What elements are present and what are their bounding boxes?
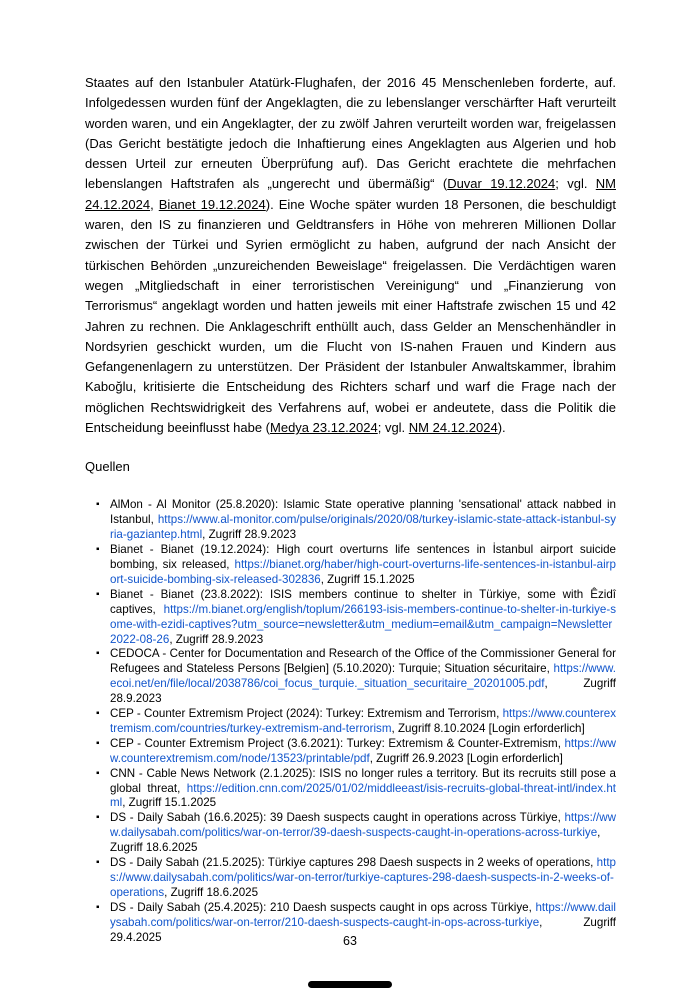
text-run: DS - Daily Sabah (21.5.2025): Türkiye captures 298 Daesh suspects in 2 weeks of operations, xyxy=(110,856,597,870)
gesture-bar xyxy=(308,981,392,988)
source-url-link[interactable]: https://www.ecoi.net/en/file/local/2038786/coi_focus_turquie._situation_securitaire_20201005.pdf xyxy=(110,662,616,691)
text-run: CEP - Counter Extremism Project (3.6.2021): Turkey: Extremism & Counter-Extremism, xyxy=(110,736,565,750)
text-run: ; vgl. xyxy=(377,420,409,436)
source-url-link[interactable]: https://www.dailysabah.com/politics/war-on-terror/39-daesh-suspects-caught-in-operations-across-turkiye xyxy=(110,811,616,840)
text-run: , Zugriff 28.9.2023 xyxy=(202,528,297,542)
text-run: , xyxy=(150,196,159,212)
source-item xyxy=(85,498,616,543)
source-url-link[interactable]: https://www.counterextremism.com/countries/turkey-extremism-and-terrorism xyxy=(110,707,616,735)
source-item xyxy=(85,707,616,737)
source-text xyxy=(110,811,616,854)
source-text xyxy=(110,737,616,765)
text-run: , Zugriff 28.9.2023 xyxy=(169,632,264,646)
source-item xyxy=(85,588,616,648)
source-text xyxy=(110,588,616,646)
citation-link[interactable]: Duvar 19.12.2024 xyxy=(447,176,556,192)
text-run: , Zugriff 26.9.2023 [Login erforderlich] xyxy=(369,751,563,765)
bullet-square-icon: ▪ xyxy=(96,901,100,913)
source-url-link[interactable]: https://www.dailysabah.com/politics/war-on-terror/turkiye-captures-298-daesh-suspects-in-2-weeks-of-operations xyxy=(110,856,616,899)
text-run: , Zugriff 15.1.2025 xyxy=(320,572,415,586)
source-item xyxy=(85,856,616,901)
source-url-link[interactable]: https://m.bianet.org/english/toplum/266193-isis-members-continue-to-shelter-in-turkiye-some-with-ezidi-captives?utm_source=newsletter&utm_medium=email&utm_campaign=Newsletter 2022-08-26 xyxy=(110,602,616,646)
source-item xyxy=(85,737,616,767)
source-item xyxy=(85,647,616,707)
citation-link[interactable]: NM 24.12.2024 xyxy=(408,420,498,436)
text-run: CEDOCA - Center for Documentation and Research of the Office of the Commissioner General for Refugees and Stateless Persons [Belgien] (5.10.2020): Turquie; Situation sécuritaire, xyxy=(110,647,616,676)
source-text xyxy=(110,707,616,735)
text-run: , Zugriff 8.10.2024 [Login erforderlich] xyxy=(391,721,585,735)
text-run: ; vgl. xyxy=(555,176,596,192)
text-run: , Zugriff 29.4.2025 xyxy=(110,915,616,944)
source-url-link[interactable]: https://www.al-monitor.com/pulse/originals/2020/08/turkey-islamic-state-attack-istanbul-syria-gaziantep.html xyxy=(110,513,616,542)
text-run: , Zugriff 18.6.2025 xyxy=(110,826,601,855)
source-text xyxy=(110,543,616,586)
text-run: Staates auf den Istanbuler Atatürk-Flughafen, der 2016 45 Menschenleben forderte, auf. Infolgedessen wurden fünf der Angeklagten, die zu lebenslanger verschärfter Haft verurteilt worden waren, und ein Angeklagter, der zu zwölf Jahren verurteilt worden war, freigelassen (Das Gericht bestätigte jedoch die Inhaftierung eines Angeklagten aus Algerien und hob dessen Urteil zur erneuten Überprüfung auf). Das Gericht erachtete die mehrfachen lebenslangen Haftstrafen als „ungerecht und übermäßig“ ( xyxy=(85,75,616,192)
citation-link[interactable]: Medya 23.12.2024 xyxy=(270,420,378,436)
text-run: DS - Daily Sabah (25.4.2025): 210 Daesh suspects caught in ops across Türkiye, xyxy=(110,900,536,914)
source-text xyxy=(110,856,616,899)
bullet-square-icon: ▪ xyxy=(96,588,100,600)
source-text xyxy=(110,767,616,810)
main-paragraph xyxy=(85,73,616,438)
page-number: 63 xyxy=(343,934,357,948)
source-text xyxy=(110,498,616,541)
citation-link[interactable]: Bianet 19.12.2024 xyxy=(158,196,266,212)
bullet-square-icon: ▪ xyxy=(96,737,100,749)
text-run: Bianet - Bianet (19.12.2024): High court overturns life sentences in İstanbul airport suicide bombing, six released, xyxy=(110,543,616,571)
source-url-link[interactable]: https://bianet.org/haber/high-court-overturns-life-sentences-in-istanbul-airport-suicide-bombing-six-released-302836 xyxy=(110,557,616,586)
source-text xyxy=(110,647,616,705)
bullet-square-icon: ▪ xyxy=(96,812,100,824)
bullet-square-icon: ▪ xyxy=(96,648,100,660)
text-run: CEP - Counter Extremism Project (2024): Turkey: Extremism and Terrorism, xyxy=(110,707,503,721)
text-run: , Zugriff 18.6.2025 xyxy=(164,885,259,899)
sources-list xyxy=(85,498,616,945)
bullet-square-icon: ▪ xyxy=(96,857,100,869)
source-item xyxy=(85,543,616,588)
text-run: CNN - Cable News Network (2.1.2025): ISIS no longer rules a territory. But its recruits still pose a global threat, xyxy=(110,766,616,795)
bullet-square-icon: ▪ xyxy=(96,767,100,779)
bullet-square-icon: ▪ xyxy=(96,708,100,720)
source-item xyxy=(85,811,616,856)
text-run: ). Eine Woche später wurden 18 Personen, die beschuldigt waren, den IS zu finanzieren und Geldtransfers in Höhe von mehreren Millionen Dollar zwischen der Türkei und Syrien ermöglicht zu haben, aufgrund der nach Ansicht der türkischen Behörden „unzureichenden Beweislage“ freigelassen. Die Verdächtigen waren wegen „Mitgliedschaft in einer terroristischen Vereinigung“ und „Finanzierung von Terrorismus“ angeklagt worden und hatten jeweils mit einer Haftstrafe zwischen 15 und 42 Jahren zu rechnen. Die Anklageschrift enthüllt auch, dass Gelder an Menschenhändler in Nordsyrien geschickt wurden, um die Flucht von IS-nahen Frauen und Kindern aus Gefangenenlagern zu unterstützen. Der Präsident der Istanbuler Anwaltskammer, İbrahim Kaboğlu, kritisierte die Entscheidung des Richters scharf und warf die Frage nach der möglichen Rechtswidrigkeit des Verfahrens auf, wobei er andeutete, dass die Politik die Entscheidung beeinflusst habe ( xyxy=(85,196,616,436)
bullet-square-icon: ▪ xyxy=(96,544,100,556)
source-url-link[interactable]: https://edition.cnn.com/2025/01/02/middleeast/isis-recruits-global-threat-intl/index.html xyxy=(110,781,616,810)
text-run: AlMon - Al Monitor (25.8.2020): Islamic State operative planning 'sensational' attack nabbed in Istanbul, xyxy=(110,498,616,527)
text-run: , Zugriff 28.9.2023 xyxy=(110,677,616,706)
bullet-square-icon: ▪ xyxy=(96,499,100,511)
citation-link[interactable]: NM 24.12.2024 xyxy=(85,176,616,212)
source-url-link[interactable]: https://www.counterextremism.com/node/13523/printable/pdf xyxy=(110,736,616,765)
text-run: Bianet - Bianet (23.8.2022): ISIS members continue to shelter in Türkiye, some with Êzidî captives, xyxy=(110,587,616,616)
text-run: ). xyxy=(497,420,506,436)
sources-heading: Quellen xyxy=(85,459,130,475)
text-run: , Zugriff 15.1.2025 xyxy=(122,796,217,810)
source-url-link[interactable]: https://www.dailysabah.com/politics/war-on-terror/210-daesh-suspects-caught-in-ops-across-turkiye xyxy=(110,900,616,929)
source-item xyxy=(85,767,616,812)
text-run: DS - Daily Sabah (16.6.2025): 39 Daesh suspects caught in operations across Türkiye, xyxy=(110,811,565,825)
